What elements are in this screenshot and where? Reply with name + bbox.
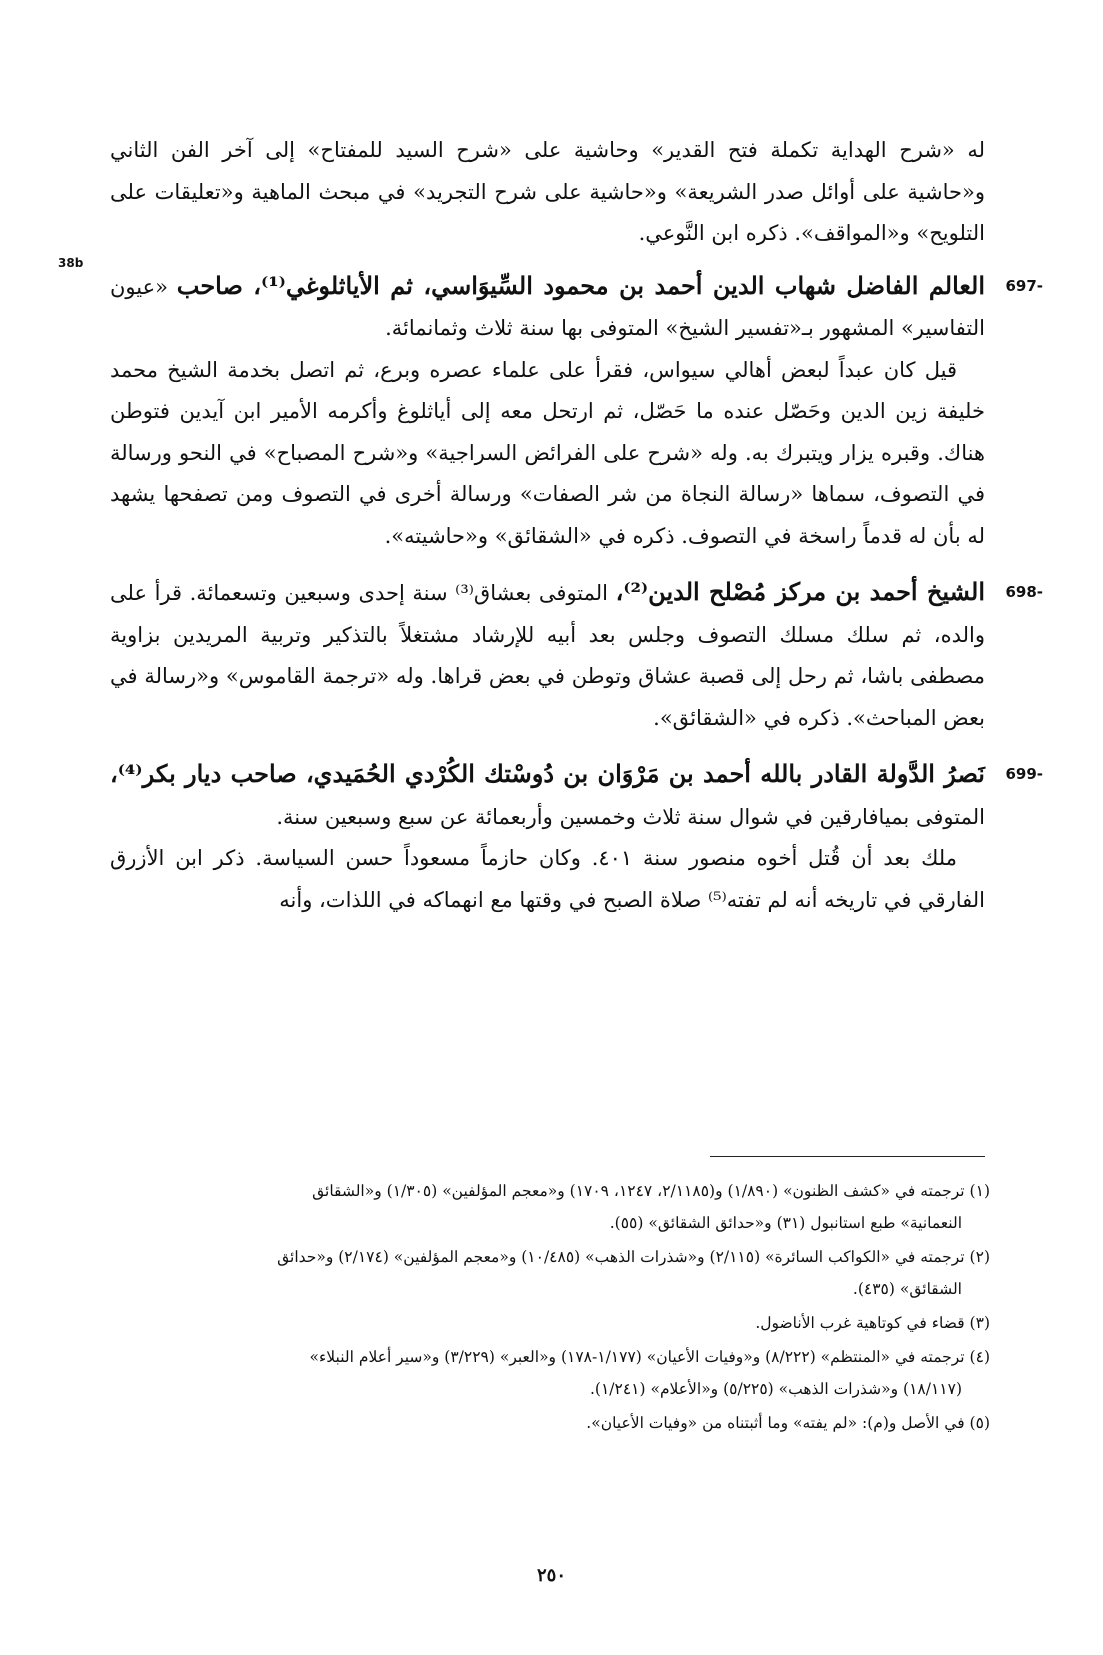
main-text xyxy=(110,130,1043,921)
entry-body: المتوفى بميافارقين في شوال سنة ثلاث وخمسين وأربعمائة عن سبع وسبعين سنة. xyxy=(276,804,985,829)
entry-body: المتوفى بعشاق⁽³⁾ سنة إحدى وسبعين وتسعمائة. قرأ على والده، ثم سلك مسلك التصوف وجلس بعد أبيه للإرشاد مشتغلاً بالتذكير وتربية المريدين بزاوية مصطفى باشا، ثم رحل إلى قصبة عشاق وتوطن في بعض قراها. وله «ترجمة القاموس» و«رسالة في بعض المباحث». ذكره في «الشقائق». xyxy=(110,581,985,730)
footnote-text: قضاء في كوتاهية غرب الأناضول. xyxy=(755,1314,965,1332)
entry-body: قيل كان عبداً لبعض أهالي سيواس، فقرأ على علماء عصره وبرع، ثم اتصل بخدمة الشيخ محمد خليفة زين الدين وحَصّل عنده ما حَصّل، ثم ارتحل معه إلى أياثلوغ وأكرمه الأمير ابن آيدين فتوطن هناك. وقبره يزار ويتبرك به. وله «شرح على الفرائض السراجية» و«شرح المصباح» في النحو ورسالة في التصوف، سماها «رسالة النجاة من شر الصفات» ورسالة أخرى في التصوف ومن تصفحها يشهد له بأن له قدماً راسخة في التصوف. ذكره في «الشقائق» و«حاشيته». xyxy=(110,357,985,548)
footnote-1 xyxy=(110,1175,990,1239)
footnote-text-cont: الشقائق» (٤٣٥). xyxy=(852,1280,962,1298)
entry-698 xyxy=(110,571,1043,739)
footnote-text: ترجمته في «المنتظم» (٨/٢٢٢) و«وفيات الأعيان» (١/١٧٧-١٧٨) و«العبر» (٣/٢٢٩) و«سير أعلام النبلاء» xyxy=(309,1348,965,1366)
page-number: ٢٥٠ xyxy=(536,1565,566,1586)
entry-number: 698- xyxy=(1005,583,1043,601)
folio-marker: 38b xyxy=(58,256,84,270)
footnotes xyxy=(110,1175,990,1441)
entry-699 xyxy=(110,753,1043,921)
footnote-label: (٢) xyxy=(969,1248,990,1266)
footnote-label: (٣) xyxy=(969,1314,990,1332)
footnote-text: ترجمته في «كشف الظنون» (١/٨٩٠) و(٢/١١٨٥، ١٢٤٧، ١٧٠٩) و«معجم المؤلفين» (١/٣٠٥) و«الشقائق xyxy=(312,1182,965,1200)
footnote-label: (٤) xyxy=(969,1348,990,1366)
footnote-rule xyxy=(710,1156,985,1157)
footnote-3 xyxy=(110,1307,990,1339)
footnote-label: (٥) xyxy=(969,1414,990,1432)
footnote-text-cont: (١٨/١١٧) و«شذرات الذهب» (٥/٢٢٥) و«الأعلام» (١/٢٤١). xyxy=(589,1380,962,1398)
entry-697 xyxy=(110,265,1043,558)
footnote-5 xyxy=(110,1407,990,1439)
footnote-label: (١) xyxy=(969,1182,990,1200)
entry-heading: نَصرُ الدَّولة القادر بالله أحمد بن مَرْوَان بن دُوسْتك الكُرْدي الحُمَيدي، صاحب ديار بكر⁽⁴⁾، xyxy=(110,759,985,788)
entry-number: 697- xyxy=(1005,276,1043,295)
entry-body-continued: ملك بعد أن قُتل أخوه منصور سنة ٤٠١. وكان حازماً مسعوداً حسن السياسة. ذكر ابن الأزرق الفارقي في تاريخه أنه لم تفته⁽⁵⁾ صلاة الصبح في وقتها مع انهماكه في اللذات، وأنه xyxy=(110,846,985,912)
intro-paragraph: له «شرح الهداية تكملة فتح القدير» وحاشية على «شرح السيد للمفتاح» إلى آخر الفن الثاني و«حاشية على أوائل صدر الشريعة» و«حاشية على شرح التجريد» في مبحث الماهية و«تعليقات على التلويح» و«المواقف». ذكره ابن النَّوعي. xyxy=(110,138,985,245)
entry-number: 699- xyxy=(1005,765,1043,783)
entry-heading: العالم الفاضل شهاب الدين أحمد بن محمود السِّيوَاسي، ثم الأياثلوغي⁽¹⁾، صاحب xyxy=(176,270,985,300)
entry-heading: الشيخ أحمد بن مركز مُصْلح الدين⁽²⁾، xyxy=(615,577,985,606)
footnote-text-cont: النعمانية» طبع استانبول (٣١) و«حدائق الشقائق» (٥٥). xyxy=(609,1214,962,1232)
footnote-text: في الأصل و(م): «لم يفته» وما أثبتناه من «وفيات الأعيان». xyxy=(586,1414,965,1432)
footnote-2 xyxy=(110,1241,990,1305)
footnote-text: ترجمته في «الكواكب السائرة» (٢/١١٥) و«شذرات الذهب» (١٠/٤٨٥) و«معجم المؤلفين» (٢/١٧٤) و«حدائق xyxy=(277,1248,965,1266)
entry-heading-rest: «عيون التفاسير» المشهور بـ«تفسير الشيخ» المتوفى بها سنة ثلاث وثمانمائة. xyxy=(110,274,985,340)
footnote-4 xyxy=(110,1341,990,1405)
